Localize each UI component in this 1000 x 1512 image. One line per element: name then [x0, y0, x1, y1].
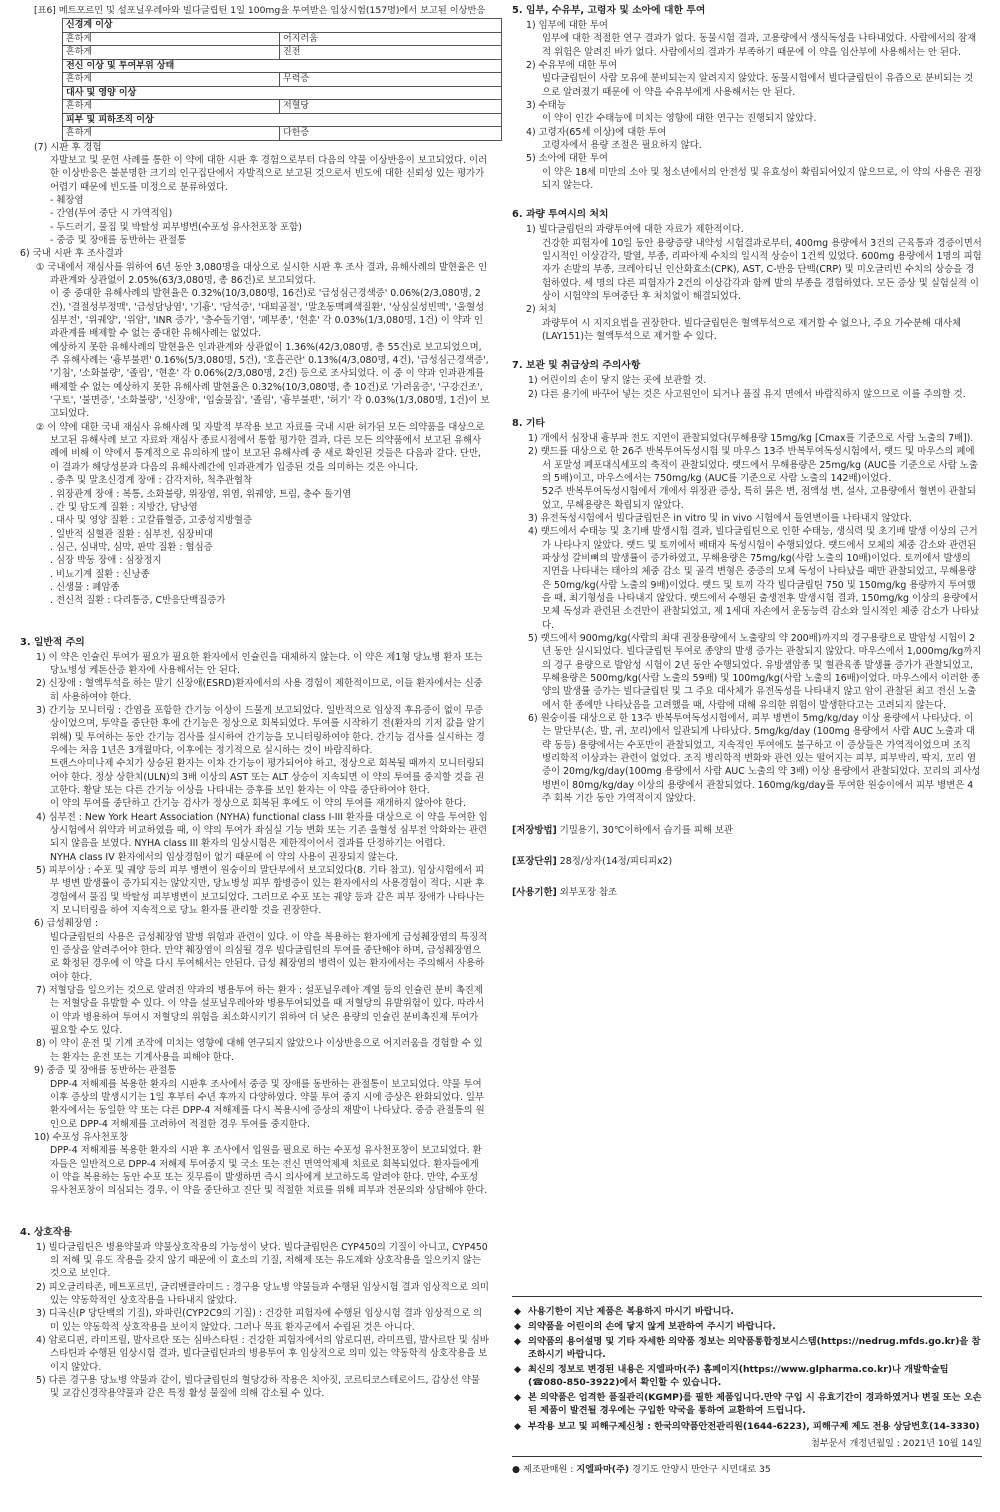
text-line: 임부에 대한 적절한 연구 결과가 없다. 동물시험 결과, 고용량에서 생식독성을 나타내었다. 사람에서의 잠재적 위험은 알려진 바가 없다. 사람에서의 결과가 부족하기 때문에 이 약을 임산부에 사용해서는 안 된다. — [542, 33, 977, 58]
text-line: 자발보고 및 문헌 사례를 통한 이 약에 대한 시판 후 경험으로부터 다음의 약물 이상반응이 보고되었다. 이러한 이상반응은 불분명한 크기의 인구집단에서 자발적으로 보고된 것으로서 빈도에 대한 신뢰성 있는 평가가 어렵기 때문에 빈도를 미정으로 분류하였다. — [50, 154, 488, 193]
notice-text: 부작용 보고 및 피해구제신청 : 한국의약품안전관리원(1644-6223), 피해구제 제도 전용 상담번호(14-3330) — [528, 1420, 980, 1432]
table-category-row — [63, 59, 502, 73]
table-event: 저혈당 — [280, 100, 502, 114]
text-line: . 위장관계 장애 : 복통, 소화불량, 위장염, 위염, 위궤양, 트림, 충수 돌기염 — [50, 488, 352, 500]
manufacturer-address: 경기도 안양시 만안구 시민대로 35 — [629, 1463, 771, 1475]
manufacturer — [512, 1456, 982, 1476]
text-line: . 간 및 담도계 질환 : 지방간, 담낭염 — [50, 501, 198, 513]
section-heading: 6. 과량 투여시의 처치 — [512, 209, 609, 221]
diamond-icon: ◆ — [514, 1306, 522, 1317]
text-line: - 중증 및 장애를 동반하는 관절통 — [50, 234, 187, 246]
section-gap — [20, 1198, 490, 1216]
table-category-row — [63, 86, 502, 100]
text-line: 과량투여 시 지지요법을 권장한다. 빌다글립틴은 혈액투석으로 제거할 수 없으나, 주요 가수분해 대사체(LAY151)는 혈액투석으로 제거할 수 있다. — [542, 317, 962, 343]
text-line: 7) 저혈당을 일으키는 것으로 알려진 약과의 병용투여 하는 환자 : 설포닐우레아 계열 등의 인슐린 분비 촉진제는 저혈당을 유발할 수 있다. 이 약을 설포닐우레아와 병용투여되었을 때 저혈당의 유발위험이 있다. 따라서 이 약과 병용하여 투여시 저혈당의 위험을 최소화시키기 위하여 더 낮은 용량의 인슐린 분비촉진제 투여가 필요할 수도 있다. — [36, 985, 485, 1037]
text-line: 6) 국내 시판 후 조사결과 — [20, 248, 124, 260]
table-category: 신경계 이상 — [63, 19, 502, 33]
table-row — [63, 46, 502, 60]
text-line: DPP-4 저해제를 복용한 환자의 시판 후 조사에서 입원을 필요로 하는 수포성 유사천포창이 보고되었다. 환자들은 일반적으로 DPP-4 저해제 투여중지 및 국소 또는 전신 면역억제제 치료로 회복되었다. 환자들에게 이 약을 복용하는 동안 수포 또는 짓무름이 발생하면 즉시 의사에게 보고하도록 알려야 한다. 만약, 수포성 유사천포창이 의심되는 경우, 이 약을 중단하고 진단 및 적절한 치료를 위해 피부과 전문의와 상담해야 한다. — [50, 1145, 488, 1197]
text-line: 예상하지 못한 유해사례의 발현율은 인과관계와 상관없이 1.36%(42/3,080명, 총 55건)로 보고되었으며, 주 유해사례는 '흉부불편' 0.16%(5/3,080명, 5건), '호흡곤란' 0.13%(4/3,080명, 4건), '급성심근경색증', '기침', '소화불량', '졸림', '현훈' 각 0.06%(2/3,080명, 2건) 등으로 조사되었다. 이 중 이 약과 인과관계를 배제할 수 없는 예상하지 못한 유해사례 발현율은 0.32%(10/3,080명, 총 10건)로 '가려움증', '구강건조', '구토', '불면증', '소화불량', '신장애', '입술물집', '졸림', '흉부불편', '허기' 각 0.03%(1/3,080명, 1건)이 보고되었다. — [50, 341, 490, 420]
table-frequency: 흔하게 — [63, 46, 280, 60]
text-line: 이 약의 투여를 중단하고 간기능 검사가 정상으로 회복된 후에도 이 약의 투여를 재개하지 않아야 한다. — [50, 798, 467, 810]
table-event: 어지러움 — [280, 32, 502, 46]
text-line: . 심장 박동 장애 : 심장정지 — [50, 555, 162, 567]
text-line: 이 약이 인간 수태능에 미치는 영향에 대한 연구는 진행되지 않았다. — [542, 113, 817, 125]
text-line: . 일반적 심혈관 질환 : 심부전, 심장비대 — [50, 528, 213, 540]
text-line: . 전신적 질환 : 다리통증, C반응단백질증가 — [50, 595, 226, 607]
table-event: 진전 — [280, 46, 502, 60]
diamond-icon: ◆ — [514, 1336, 522, 1348]
notice-item — [512, 1391, 982, 1417]
table-event: 무력증 — [280, 73, 502, 87]
text-line: . 신생물 : 폐암종 — [50, 581, 120, 593]
text-line: ② 이 약에 대한 국내 재심사 유해사례 및 자발적 부작용 보고 자료를 국내 시판 허가된 모든 의약품을 대상으로 보고된 유해사례 보고 자료와 재심사 종료시점에서 통합 평가한 결과, 다른 모든 의약품에서 보고된 유해사례에 비해 이 약에서 통계적으로 유의하게 많이 보고된 유해사례 중 새로 확인된 것들은 다음과 같다. 단만, 이 결과가 해당성분과 다음의 유해사례간에 인과관계가 입증된 것을 의미하는 것은 아니다. — [36, 421, 485, 473]
storage-label: [저장방법] — [512, 824, 557, 836]
text-line: 트랜스아미나제 수치가 상승된 환자는 이차 간기능이 평가되어야 하고, 정상으로 회복될 때까지 모니터링되어야 한다. 정상 상한치(ULN)의 3배 이상의 AST 또는 ALT 상승이 지속되면 이 약의 투여를 중지할 것을 권고한다. 황달 또는 다른 간기능 이상을 나타내는 증후를 보인 환자는 이 약을 중단하여야 한다. — [50, 758, 485, 796]
text-line: 2) 다른 용기에 바꾸어 넣는 것은 사고원인이 되거나 품질 유지 면에서 바람직하지 않으므로 이를 주의할 것. — [528, 388, 966, 400]
text-line: 6) 급성췌장염 : — [34, 918, 99, 930]
notice-text: 최신의 정보로 변경된 내용은 지엘파마(주) 홈페이지(https://www.glpharma.co.kr)나 개발학술팀(☎080-850-3922)에서 확인할 수 있습니다. — [528, 1364, 949, 1389]
text-line: 건강한 피험자에 10일 동안 용량증량 내약성 시험결과로부터, 400mg 용량에서 3건의 근육통과 경증이면서 일시적인 이상감각, 발열, 부종, 리파아제 수치의 일시적 상승이 1건씩 있었다. 600mg 용량에서 1명의 피험자가 손발의 부종, 크레아티닌 인산화효소(CPK), AST, C-반응 단백(CRP) 및 미오글리빈 수치의 상승을 경험하였다. 세 명의 다른 피험자가 2건의 이상감각과 함께 발의 부종을 경험하였다. 모든 증상 및 실험실적 이상이 시험약의 투여중단 후 처치없이 해결되었다. — [542, 237, 982, 302]
storage-value: 외부포장 참조 — [559, 887, 618, 899]
text-line: 3) 간기능 모니터링 : 간염을 포함한 간기능 이상이 드물게 보고되었다. 일반적으로 임상적 후유증이 없이 무증상이었으며, 투약을 중단한 후에 간기능은 정상으로 회복되었다. 투여를 시작하기 전(환자의 기저 값을 알기 위해) 및 투여하는 동안 간기능 검사를 실시하여 간기능을 모니터링하여야 한다. 간기능 검사를 실시하는 경우에는 처음 1년은 3개월마다, 이후에는 정기적으로 실시하는 것이 바람직하다. — [36, 704, 485, 756]
table-category: 전신 이상 및 투여부위 상태 — [63, 59, 502, 73]
notice-item — [512, 1305, 982, 1318]
manufacturer-company: 지엘파마(주) — [576, 1463, 630, 1475]
text-line: (7) 시판 후 경험 — [34, 141, 102, 153]
table-event: 다한증 — [280, 127, 502, 141]
table-category-row — [63, 19, 502, 33]
text-line: 1) 임부에 대한 투여 — [526, 19, 608, 31]
text-line: 1) 빌다글립틴은 병용약물과 약물상호작용의 가능성이 낮다. 빌다글립틴은 CYP450의 기질이 아니고, CYP450의 저해 및 유도 작용을 갖지 않기 때문에 이 효소의 기질, 저해제 또는 유도제와 상호작용을 일으키지 않는 것으로 보인다. — [36, 1241, 488, 1280]
text-line: 이 중 중대한 유해사례의 발현율은 0.32%(10/3,080명, 16건)로 '급성심근경색증' 0.06%(2/3,080명, 2건), '결절성부정맥', '급성담낭염', '기흉', '담석증', '대퇴골절', '말초동맥폐색질환', '상심실성빈맥', '울혈성심부전', '위궤양', '위암', 'INR 증가', '충수돌기염', '폐부종', '현훈' 각 0.03%(1/3,080명, 1건) 이 약과 인과관계를 배제할 수 없는 중대한 유해사례는 없었다. — [50, 288, 485, 340]
table-frequency: 흔하게 — [63, 32, 280, 46]
text-line: - 두드러기, 물집 및 박탈성 피부병변(수포성 유사천포창 포함) — [50, 221, 302, 233]
section-heading: 5. 임부, 수유부, 고령자 및 소아에 대한 투여 — [512, 5, 706, 16]
text-line: 빌다글립틴이 사람 모유에 분비되는지 알려지지 않았다. 동물시험에서 빌다글립틴이 유즙으로 분비되는 것으로 알려졌기 때문에 이 약을 수유부에게 사용해서는 안 된다. — [542, 73, 974, 98]
section-gap — [512, 401, 982, 407]
text-line: - 췌장염 — [50, 194, 84, 206]
storage-info — [512, 824, 982, 900]
text-line: 52주 반복투여독성시험에서 개에서 위장관 증상, 특히 묽은 변, 점액성 변, 설사, 고용량에서 혈변이 관찰되었고, 무해용량은 확립되지 않았다. — [542, 486, 976, 511]
table-frequency: 흔하게 — [63, 100, 280, 114]
table-category-row — [63, 113, 502, 127]
storage-label: [사용기한] — [512, 887, 557, 899]
notice-box — [512, 1296, 982, 1476]
text-line: 4) 랫드에서 수태능 및 초기배 발생시험 결과, 빌다글립틴으로 인한 수태능, 생식력 및 초기배 발생 이상의 근거가 나타나지 않았다. 랫드 및 토끼에서 배태자 독성시험이 수행되었다. 랫드에서 모체의 체중 감소와 관련된 파상성 갈비뼈의 발생률이 증가하였고, 무해용량은 75mg/kg(사람 노출의 10배)이었다. 토끼에서 발생의 지연을 나타내는 태아의 체중 감소 및 골격 변형은 중증의 모체 독성이 나타났을 때만 관찰되었고, 무해용량은 50mg/kg(사람 노출의 9배)이었다. 랫드 및 토끼 각각 빌다글립틴 750 및 150mg/kg 용량까지 투여했을 때, 최기형성을 나타내지 않았다. 랫드에서 수행된 출생전후 발생시험 결과, 150mg/kg 이상의 용량에서 모체 독성과 관련된 소견만이 관찰되었고, 제 1세대 자손에서 운동능력 감소와 일시적인 체중 감소가 나타났다. — [528, 526, 980, 631]
text-line: 1) 어린이의 손이 닿지 않는 곳에 보관할 것. — [528, 375, 707, 387]
storage-row — [512, 886, 982, 899]
section-gap — [512, 192, 982, 198]
table-row — [63, 100, 502, 114]
bullet-icon: ● — [512, 1463, 521, 1475]
text-line: 3) 유전독성시험에서 빌다글립틴은 in vitro 및 in vivo 시험에서 돌연변이를 나타내지 않았다. — [528, 512, 912, 524]
manufacturer-label: 제조판매원 : — [522, 1463, 577, 1475]
text-line: 5) 소아에 대한 투여 — [526, 153, 608, 165]
text-line: 고령자에서 용량 조절은 필요하지 않다. — [542, 140, 702, 151]
table-row — [63, 127, 502, 141]
storage-label: [포장단위] — [512, 855, 557, 867]
notice-item — [512, 1420, 982, 1433]
text-line: 4) 고령자(65세 이상)에 대한 투여 — [526, 126, 667, 138]
text-line: 이 약은 18세 미만의 소아 및 청소년에서의 안전성 및 유효성이 확립되어있지 않으므로, 이 약의 사용은 권장되지 않는다. — [542, 166, 982, 192]
text-line: 5) 피부이상 : 수포 및 궤양 등의 피부 병변이 원숭이의 말단부에서 보고되었다(8. 기타 참고). 임상시험에서 피부 병변 발생률이 증가되지는 않았지만, 당뇨병성 피부 합병증이 있는 환자에서의 사용경험이 적다. 시판 후 경험에서 물집 및 박탈성 피부병변이 보고되었다. 그러므로 수포 또는 궤양 등과 같은 피부 장애가 나타나는지 모니터링을 하여 지속적으로 당뇨 환자를 관리할 것을 권장한다. — [36, 865, 485, 917]
table-row — [63, 32, 502, 46]
table-category: 대사 및 영양 이상 — [63, 86, 502, 100]
text-line: 4) 암로디핀, 라미프릴, 발사르탄 또는 심바스타틴 : 건강한 피험자에서의 암로디핀, 라미프릴, 발사르탄 및 심바스타틴과 수행된 임상시험 결과, 빌다글립틴과의 병용투여 후 임상적으로 의미 있는 약동학적 상호작용을 보이지 않았다. — [36, 1334, 489, 1373]
table-frequency: 흔하게 — [63, 127, 280, 141]
diamond-icon: ◆ — [514, 1321, 522, 1333]
text-line: 4) 심부전 : New York Heart Association (NYHA) functional class I-III 환자를 대상으로 이 약을 투여한 임상시험에서 위약과 비교하였을 때, 이 약의 투여가 좌심실 기능 변화 또는 기존 울혈성 심부전 악화와는 관련되지 않음을 보였다. NYHA class III 환자의 임상시험은 제한적이어서 결과를 단정하기는 어렵다. — [36, 811, 488, 850]
revision-date: 첨부문서 개정년월일 : 2021년 10월 14일 — [811, 1437, 982, 1449]
adverse-reaction-table — [62, 18, 502, 141]
text-line: 10) 수포성 유사천포창 — [34, 1131, 128, 1143]
text-line: 8) 이 약이 운전 및 기계 조작에 미치는 영향에 대해 연구되지 않았으나 이상반응으로 어지러움을 경험할 수 있는 환자는 운전 또는 기계사용을 피해야 한다. — [36, 1038, 483, 1063]
notice-item — [512, 1335, 982, 1361]
text-line: . 중추 및 말초신경계 장애 : 감각저하, 척추관협착 — [50, 475, 253, 487]
text-line: 2) 신장애 : 혈액투석을 하는 말기 신장애(ESRD)환자에서의 사용 경험이 제한적이므로, 이들 환자에서는 신중히 사용하여야 한다. — [36, 678, 483, 703]
text-line: 6) 원숭이를 대상으로 한 13주 반복투여독성시험에서, 피부 병변이 5mg/kg/day 이상 용량에서 나타났다. 이는 말단부(손, 발, 귀, 꼬리)에서 일관되게 나타났다. 5mg/kg/day (100mg 용량에서 사람 AUC 노출과 대략 동등) 용량에서는 수포만이 관찰되었고, 지속적인 투여에도 불구하고 이 증상들은 가역적이었으며 조직 병리학적 이상과는 관련이 없었다. 조직 병리학적 변화와 관련 있는 떨어지는 피부, 피부박리, 딱지, 꼬리 염증이 20mg/kg/day(100mg 용량에서 사람 AUC 노출의 약 3배) 이상 용량에서 관찰되었다. 꼬리의 괴사성 병변이 80mg/kg/day 이상의 용량에서 관찰되었다. 160mg/kg/day를 투여한 원숭이에서 피부 병변은 4주 회복 기간 동안 가역적이지 않았다. — [528, 713, 981, 805]
left-text — [20, 141, 490, 1401]
section-heading: 8. 기타 — [512, 417, 545, 429]
text-line: 5) 다른 경구용 당뇨병 약물과 같이, 빌다글립틴의 혈당강하 작용은 치아짓, 코르티코스테로이드, 갑상선 약물 및 교감신경작용약물과 같은 특정 활성 물질에 의해 감소될 수 있다. — [36, 1374, 480, 1400]
table-row — [63, 73, 502, 87]
section-heading: 4. 상호작용 — [20, 1226, 72, 1238]
text-line: 1) 개에서 심장내 흉부파 전도 지연이 관찰되었다(무해용량 15mg/kg [Cmax를 기준으로 사람 노출의 7배]). — [528, 432, 974, 444]
right-text — [512, 4, 982, 806]
text-line: 1) 빌다글립틴의 과량투여에 대한 자료가 제한적이다. — [526, 224, 744, 236]
text-line: . 비뇨기계 질환 : 신낭종 — [50, 568, 150, 580]
notice-text: 사용기한이 지난 제품은 복용하지 마시기 바랍니다. — [528, 1306, 734, 1317]
notice-item — [512, 1320, 982, 1333]
text-line: 빌다글립틴의 사용은 급성췌장염 발병 위험과 관련이 있다. 이 약을 복용하는 환자에게 급성췌장염의 특징적인 증상을 알려주어야 한다. 만약 췌장염이 의심될 경우 빌다글립틴의 투여를 중단해야 하며, 급성췌장염으로 확정된 경우에 이 약을 다시 투여해서는 안된다. 급성 췌장염의 병력이 있는 환자에서는 주의해서 사용하여야 한다. — [50, 931, 488, 983]
text-line: ① 국내에서 재심사를 위하여 6년 동안 3,080명을 대상으로 실시한 시판 후 조사 결과, 유해사례의 발현율은 인과관계와 상관없이 2.05%(63/3,080명, 총 86건)로 보고되었다. — [36, 261, 488, 286]
text-line: NYHA class IV 환자에서의 임상경험이 없기 때문에 이 약의 사용이 권장되지 않는다. — [50, 851, 398, 863]
text-line: . 심근, 심내막, 심막, 판막 질환 : 협심증 — [50, 541, 213, 553]
section-heading: 3. 일반적 주의 — [20, 636, 85, 648]
section-gap — [512, 343, 982, 349]
text-line: 2) 피오글리타존, 메트포르민, 글리벤클라미드 : 경구용 당뇨병 약물들과 수행된 임상시험 결과 임상적으로 의미 있는 약동학적인 상호작용을 나타내지 않았다. — [36, 1281, 489, 1306]
table-frequency: 흔하게 — [63, 73, 280, 87]
text-line: 1) 이 약은 인슐린 투여가 필요가 필요한 환자에서 인슐린을 대체하지 않는다. 이 약은 제1형 당뇨병 환자 또는 당뇨병성 케톤산증 환자에 사용해서는 안 된다. — [36, 651, 483, 676]
left-column — [20, 4, 490, 1401]
text-line: 9) 중증 및 장애를 동반하는 관절통 — [34, 1065, 177, 1077]
storage-value: 기밀용기, 30℃이하에서 습기를 피해 보관 — [559, 824, 733, 836]
text-line: 3) 디곡신(P 당단백의 기질), 와파린(CYP2C9의 기질) : 건강한 피험자에 수행된 임상시험 결과 임상적으로 의미 있는 약동학적 상호작용을 보이지 않았다. 그러나 목표 환자군에서 수립된 것은 아니다. — [36, 1308, 483, 1333]
text-line: . 대사 및 영양 질환 : 고칼륨혈증, 고중성지방혈증 — [50, 515, 253, 527]
text-line: - 간염(투여 중단 시 가역적임) — [50, 208, 173, 220]
table-caption: [표6] 메트포르민 및 설포닐우레아와 빌다글립틴 1일 100mg을 투여받은 임상시험(157명)에서 보고된 이상반응 — [34, 5, 486, 16]
text-line: 2) 처치 — [526, 304, 557, 316]
section-heading: 7. 보관 및 취급상의 주의사항 — [512, 360, 641, 372]
text-line: DPP-4 저해제를 복용한 환자의 시판후 조사에서 중증 및 장애를 동반하는 관절통이 보고되었다. 약물 투여 이후 증상의 발생시기는 1일 후부터 수년 후까지 다양하였다. 약물 투여 중지 시에 증상은 완화되었다. 일부 환자에서는 동일한 약 또는 다른 DPP-4 저해제를 다시 복용시에 증상의 재발이 나타났다. 중증 관절통의 원인으로 DPP-4 저해제를 고려하여 적절한 경우 투여를 중지한다. — [50, 1078, 485, 1130]
table-category: 피부 및 피하조직 이상 — [63, 113, 502, 127]
section-gap — [20, 608, 490, 626]
storage-value: 28정/상자(14정/피티피x2) — [559, 855, 673, 867]
text-line: 3) 수태능 — [526, 99, 566, 111]
notice-item — [512, 1363, 982, 1389]
notice-text: 의약품의 용어설명 및 기타 자세한 의약품 정보는 의약품통합정보시스템(https://nedrug.mfds.go.kr)을 참조하시기 바랍니다. — [528, 1336, 981, 1361]
right-column — [512, 4, 982, 900]
notice-text: 의약품을 어린이의 손에 닿지 않게 보관하여 주시기 바랍니다. — [528, 1321, 776, 1333]
notice-text: 본 의약품은 엄격한 품질관리(KGMP)를 필한 제품입니다.만약 구입 시 유효기간이 경과하였거나 변질 또는 오손된 제품이 발견될 경우에는 구입한 약국을 통하여 교환하여 드립니다. — [528, 1392, 982, 1417]
diamond-icon: ◆ — [514, 1364, 522, 1376]
text-line: 2) 수유부에 대한 투여 — [526, 59, 618, 71]
text-line: 2) 랫드를 대상으로 한 26주 반복투여독성시험 및 마우스 13주 반복투여독성시험에서, 랫드 및 마우스의 폐에서 포말성 폐포대식세포의 축적이 관찰되었다. 랫드에서 무해용량은 25mg/kg (AUC를 기준으로 사람 노출의 5배)이고, 마우스에서는 750mg/kg (AUC를 기준으로 사람 노출의 142배)이었다. — [528, 446, 978, 484]
storage-row — [512, 824, 982, 837]
diamond-icon: ◆ — [514, 1392, 522, 1404]
storage-row — [512, 855, 982, 868]
diamond-icon: ◆ — [514, 1420, 522, 1432]
text-line: 5) 랫드에서 900mg/kg(사람의 최대 권장용량에서 노출량의 약 200배)까지의 경구용량으로 발암성 시험이 2년 동안 실시되었다. 빌다글립틴 투여로 종양의 발생 증가는 관찰되지 않았다. 마우스에서 1,000mg/kg까지의 경구 용량으로 발암성 시험이 2년 동안 수행되었다. 유방샘암종 및 혈관육종 발생률 증가가 관찰되었고, 무해용량은 500mg/kg(사람 노출의 59배) 및 100mg/kg(사람 노출의 16배)이었다. 마우스에서 이러한 종양의 발생률 증가는 빌다글립틴 및 그 주요 대사체가 유전독성을 나타내지 않고 암이 관찰된 최고 전신 노출에서 한 종에만 나타났음을 고려했을 때, 사람에 대해 유의한 위험이 발생한다고는 고려되지 않는다. — [528, 633, 982, 711]
